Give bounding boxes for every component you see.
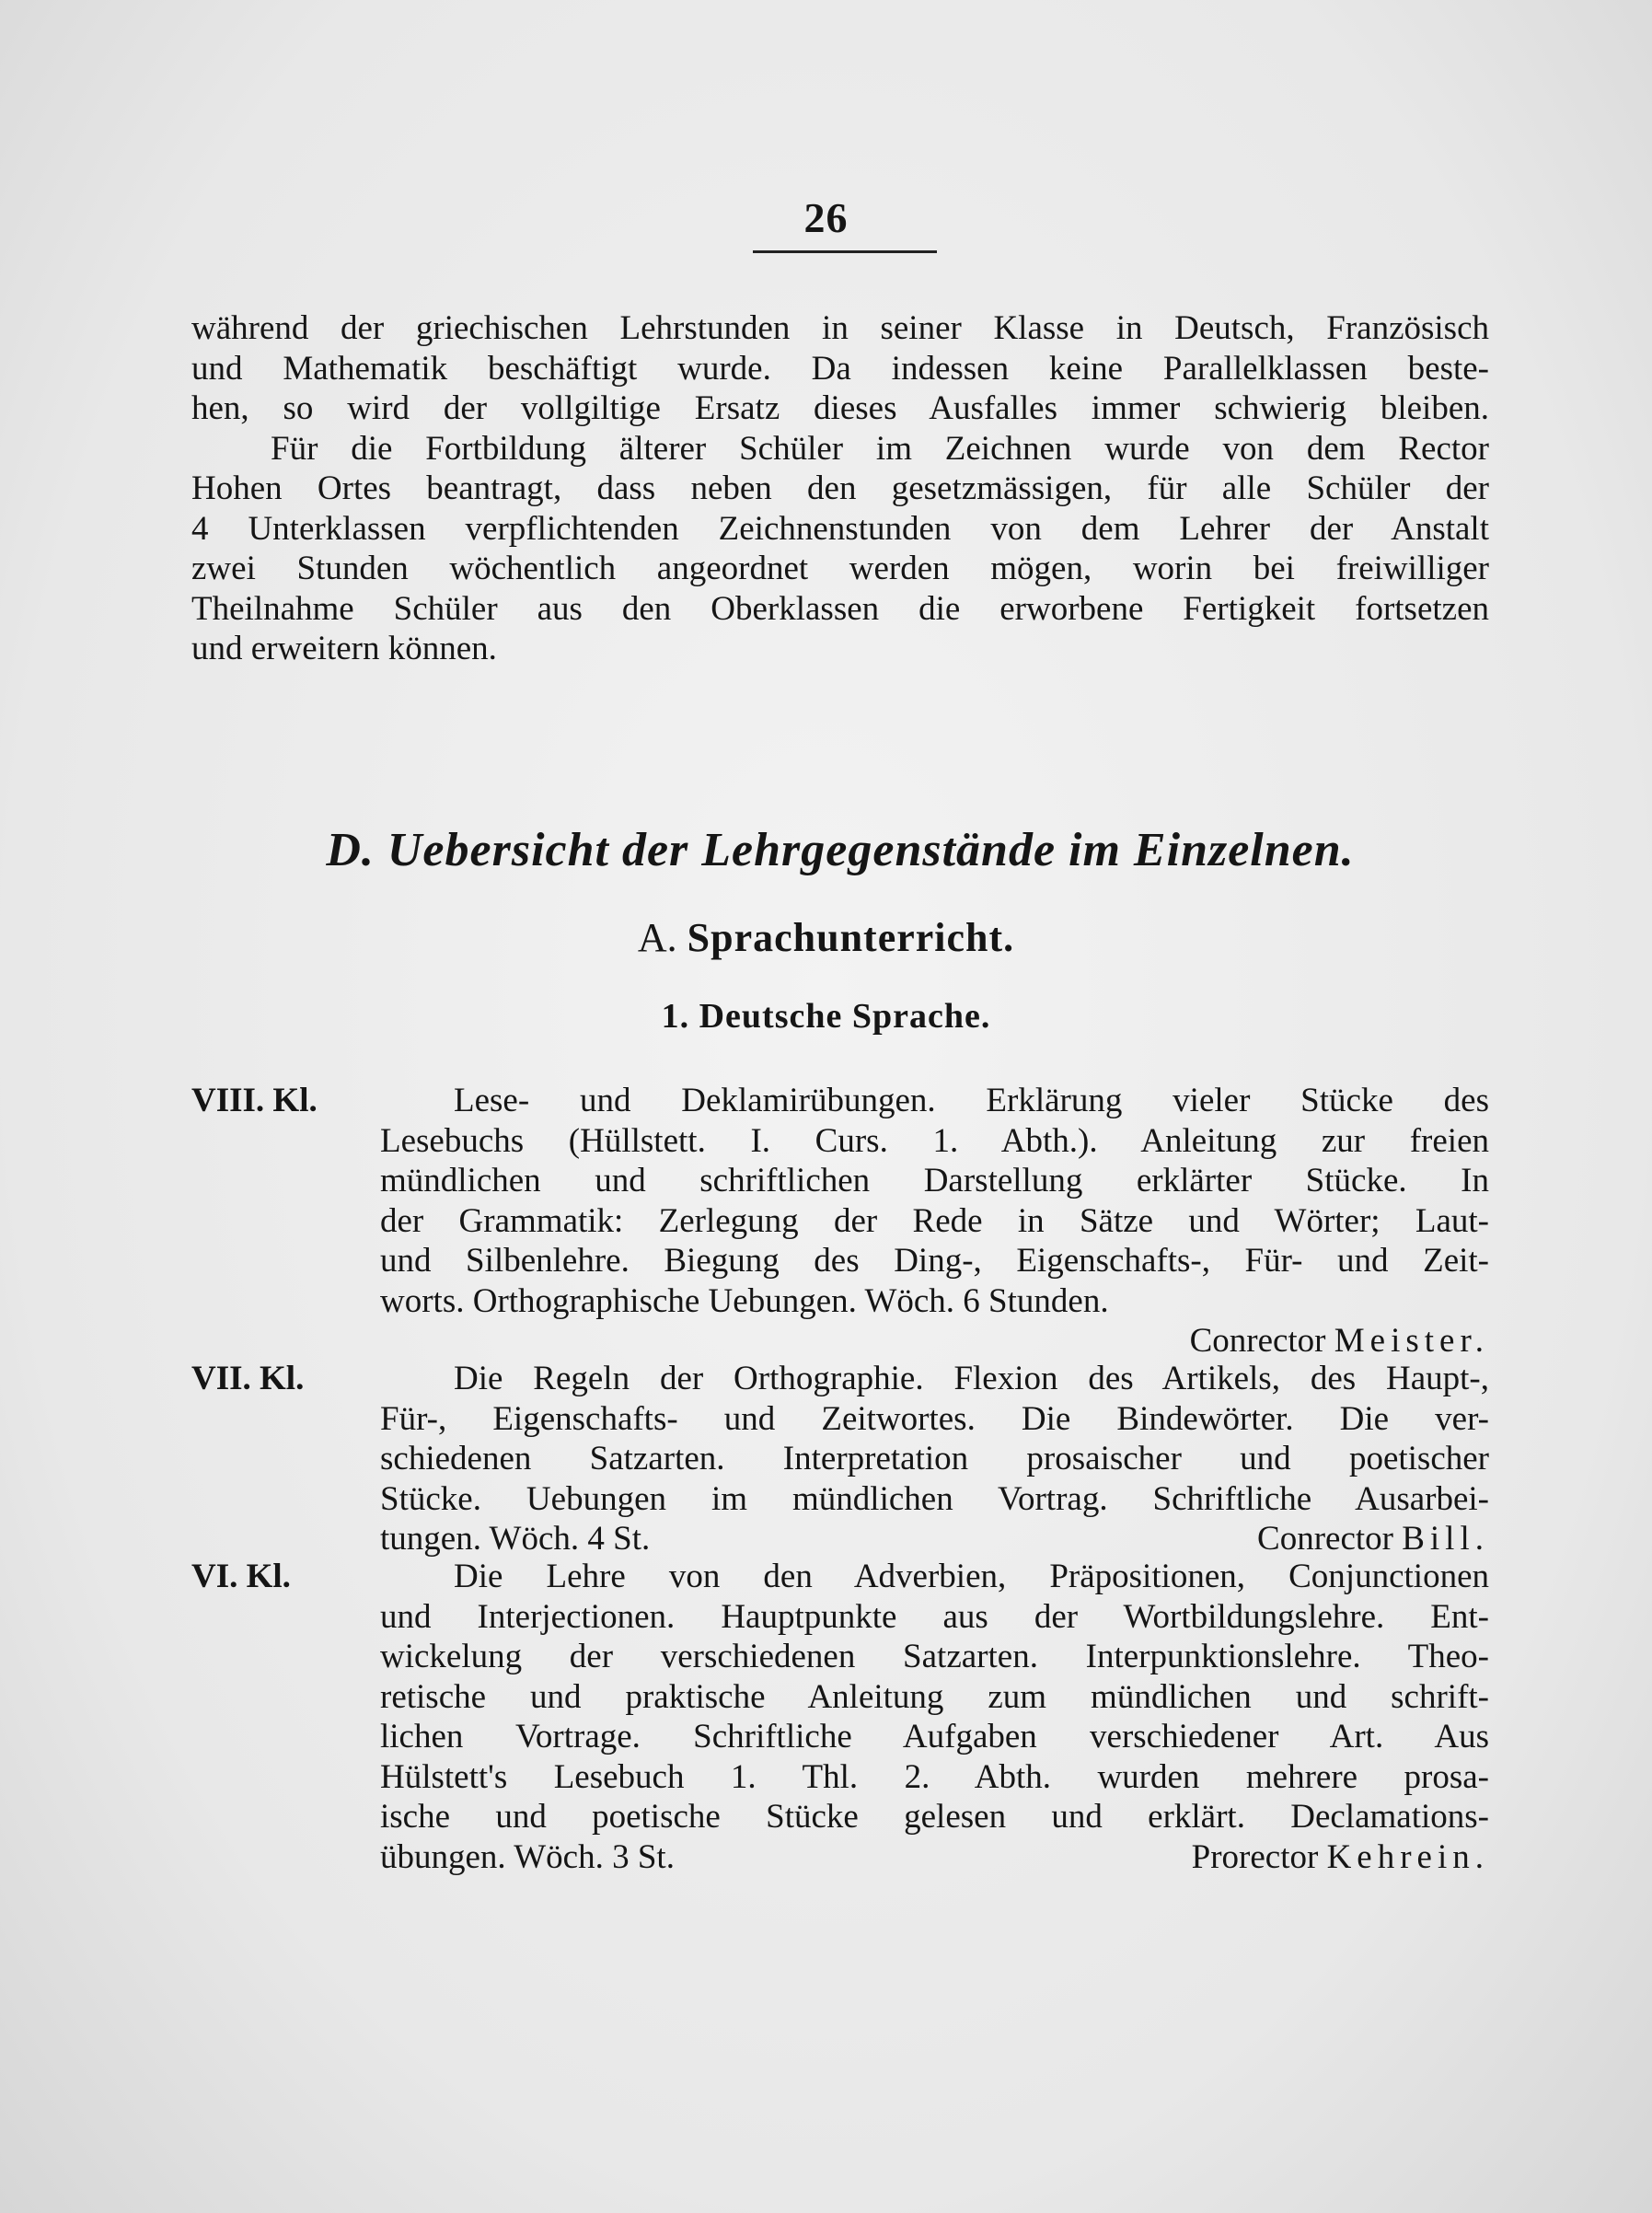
text-line: lichen Vortrage. Schriftliche Aufgaben verschiedener Art. Aus bbox=[380, 1718, 1489, 1755]
entry-text bbox=[380, 1081, 1489, 1361]
class-label: VI. Kl. bbox=[191, 1558, 291, 1595]
section-heading: D. Uebersicht der Lehrgegenstände im Einzelnen. bbox=[326, 824, 1355, 876]
text-line: der Grammatik: Zerlegung der Rede in Sätze und Wörter; Laut- bbox=[380, 1201, 1489, 1240]
teacher-title: Conrector bbox=[1189, 1322, 1326, 1360]
teacher-name: Meister. bbox=[1334, 1322, 1489, 1360]
text-line: Für-, Eigenschafts- und Zeitwortes. Die Bindewörter. Die ver- bbox=[380, 1399, 1489, 1438]
intro-text bbox=[191, 308, 1489, 669]
text-line: Stücke. Uebungen im mündlichen Vortrag. Schriftliche Ausarbei- bbox=[380, 1479, 1489, 1518]
text-line: Die Regeln der Orthographie. Flexion des Artikels, des Haupt-, bbox=[454, 1360, 1489, 1397]
text-line: Lesebuchs (Hüllstett. I. Curs. 1. Abth.). Anleitung zur freien bbox=[380, 1121, 1489, 1160]
class-entry-viii bbox=[191, 1081, 1489, 1361]
entry-text bbox=[380, 1359, 1489, 1559]
text-line: und Silbenlehre. Biegung des Ding-, Eigenschafts-, Für- und Zeit- bbox=[380, 1242, 1489, 1280]
class-label: VIII. Kl. bbox=[191, 1082, 318, 1119]
text-line: und erweitern können. bbox=[191, 630, 497, 667]
text-line: Für die Fortbildung älterer Schüler im Zeichnen wurde von dem Rector bbox=[271, 429, 1489, 468]
last-line-text: tungen. Wöch. 4 St. bbox=[380, 1520, 651, 1558]
text-line: worts. Orthographische Uebungen. Wöch. 6 Stunden. bbox=[380, 1281, 1109, 1320]
header-rule bbox=[753, 250, 937, 253]
subheading-1: 1. Deutsche Sprache. bbox=[661, 997, 991, 1036]
text-line: während der griechischen Lehrstunden in seiner Klasse in Deutsch, Französisch bbox=[191, 309, 1489, 347]
entry-text bbox=[380, 1557, 1489, 1877]
text-line: Lese- und Deklamirübungen. Erklärung vieler Stücke des bbox=[454, 1082, 1489, 1119]
text-line: retische und praktische Anleitung zum mündlichen und schrift- bbox=[380, 1677, 1489, 1716]
class-entry-vii bbox=[191, 1359, 1489, 1559]
teacher-signature bbox=[1192, 1837, 1489, 1878]
text-line: und Interjectionen. Hauptpunkte aus der Wortbildungslehre. Ent- bbox=[380, 1597, 1489, 1636]
text-line bbox=[380, 1837, 1489, 1878]
text-line: Die Lehre von den Adverbien, Präpositionen, Conjunctionen bbox=[454, 1558, 1489, 1595]
text-line: zwei Stunden wöchentlich angeordnet werden mögen, worin bei freiwilliger bbox=[191, 550, 1489, 587]
text-line: wickelung der verschiedenen Satzarten. Interpunktionslehre. Theo- bbox=[380, 1638, 1489, 1675]
text-line: Hülstett's Lesebuch 1. Thl. 2. Abth. wurden mehrere prosa- bbox=[380, 1757, 1489, 1796]
teacher-title: Prorector bbox=[1191, 1837, 1319, 1876]
subheading-a bbox=[0, 914, 1652, 961]
text-line: schiedenen Satzarten. Interpretation prosaischer und poetischer bbox=[380, 1440, 1489, 1477]
class-label: VII. Kl. bbox=[191, 1360, 305, 1397]
text-line bbox=[380, 1519, 1489, 1559]
teacher-name: Bill. bbox=[1402, 1520, 1489, 1558]
text-line: Hohen Ortes beantragt, dass neben den gesetzmässigen, für alle Schüler der bbox=[191, 469, 1489, 507]
subheading-a-title: Sprachunterricht. bbox=[687, 915, 1015, 960]
text-line: 4 Unterklassen verpflichtenden Zeichnenstunden von dem Lehrer der Anstalt bbox=[191, 509, 1489, 548]
teacher-signature bbox=[380, 1321, 1489, 1361]
subheading-a-letter: A. bbox=[637, 915, 677, 960]
text-line: und Mathematik beschäftigt wurde. Da indessen keine Parallelklassen beste- bbox=[191, 349, 1489, 388]
teacher-name: Kehrein. bbox=[1326, 1837, 1489, 1876]
text-line: mündlichen und schriftlichen Darstellung erklärter Stücke. In bbox=[380, 1162, 1489, 1199]
class-entry-vi bbox=[191, 1557, 1489, 1877]
text-line: ische und poetische Stücke gelesen und erklärt. Declamations- bbox=[380, 1798, 1489, 1836]
teacher-signature bbox=[1257, 1519, 1489, 1559]
page-number: 26 bbox=[803, 194, 849, 241]
last-line-text: übungen. Wöch. 3 St. bbox=[380, 1837, 675, 1876]
teacher-title: Conrector bbox=[1257, 1520, 1393, 1558]
text-line: hen, so wird der vollgiltige Ersatz dieses Ausfalles immer schwierig bleiben. bbox=[191, 389, 1489, 427]
text-line: Theilnahme Schüler aus den Oberklassen die erworbene Fertigkeit fortsetzen bbox=[191, 589, 1489, 628]
